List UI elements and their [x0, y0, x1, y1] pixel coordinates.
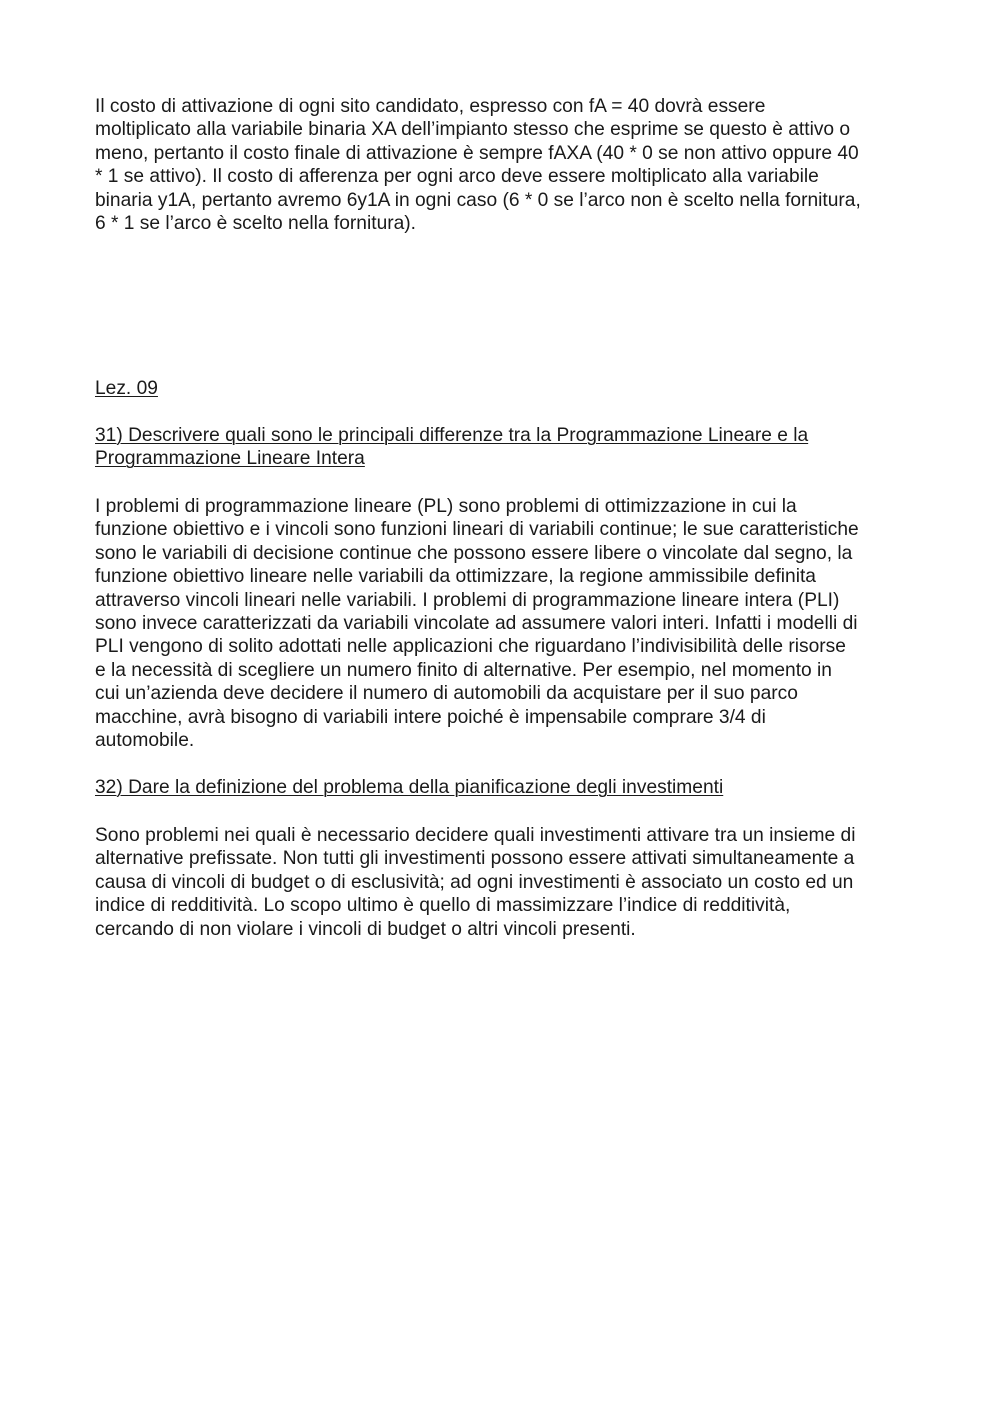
answer-line: cui un’azienda deve decidere il numero di automobili da acquistare per il suo parco	[95, 683, 798, 705]
answer-line: attraverso vincoli lineari nelle variabili. I problemi di programmazione lineare intera (PLI)	[95, 589, 840, 611]
answer-line: cercando di non violare i vincoli di budget o altri vincoli presenti.	[95, 918, 636, 940]
intro-paragraph	[95, 95, 925, 235]
answer-line: e la necessità di scegliere un numero finito di alternative. Per esempio, nel momento in	[95, 659, 832, 681]
answer-line: indice di redditività. Lo scopo ultimo è quello di massimizzare l’indice di redditività,	[95, 895, 791, 917]
question-31-heading-text: 31) Descrivere quali sono le principali differenze tra la Programmazione Lineare e la	[95, 425, 809, 446]
lesson-heading	[95, 377, 925, 400]
answer-line: alternative prefissate. Non tutti gli investimenti possono essere attivati simultaneamente a	[95, 848, 855, 870]
question-32-heading-text: 32) Dare la definizione del problema della pianificazione degli investimenti	[95, 777, 724, 798]
intro-line: * 1 se attivo). Il costo di afferenza per ogni arco deve essere moltiplicato alla variabile	[95, 166, 819, 188]
answer-line: PLI vengono di solito adottati nelle applicazioni che riguardano l’indivisibilità delle risorse	[95, 636, 846, 658]
answer-line: sono le variabili di decisione continue che possono essere libere o vincolate dal segno, la	[95, 542, 853, 564]
intro-line: Il costo di attivazione di ogni sito candidato, espresso con fA = 40 dovrà essere	[95, 96, 766, 117]
answer-line: sono invece caratterizzati da variabili vincolate ad assumere valori interi. Infatti i modelli di	[95, 613, 858, 635]
answer-line: causa di vincoli di budget o di esclusività; ad ogni investimenti è associato un costo ed un	[95, 871, 854, 893]
answer-line: macchine, avrà bisogno di variabili intere poiché è impensabile comprare 3/4 di	[95, 706, 766, 728]
question-31-heading	[95, 424, 925, 471]
question-31-heading-line	[95, 447, 925, 470]
question-32-answer	[95, 824, 925, 941]
intro-line: 6 * 1 se l’arco è scelto nella fornitura).	[95, 213, 417, 235]
question-31-heading-text: Programmazione Lineare Intera	[95, 448, 365, 470]
answer-line: I problemi di programmazione lineare (PL) sono problemi di ottimizzazione in cui la	[95, 496, 797, 517]
question-32-heading	[95, 776, 925, 799]
answer-line: Sono problemi nei quali è necessario decidere quali investimenti attivare tra un insieme di	[95, 825, 856, 846]
question-32-heading-line	[95, 776, 925, 799]
intro-line: moltiplicato alla variabile binaria XA dell’impianto stesso che esprime se questo è attivo o	[95, 119, 851, 141]
question-31-heading-line	[95, 424, 925, 447]
answer-line: funzione obiettivo lineare nelle variabili da ottimizzare, la regione ammissibile definita	[95, 566, 816, 588]
answer-line: funzione obiettivo e i vincoli sono funzioni lineari di variabili continue; le sue caratteristiche	[95, 519, 859, 541]
lesson-heading-text: Lez. 09	[95, 378, 158, 399]
intro-line: meno, pertanto il costo finale di attivazione è sempre fAXA (40 * 0 se non attivo oppure 40	[95, 142, 859, 164]
intro-line: binaria y1A, pertanto avremo 6y1A in ogni caso (6 * 0 se l’arco non è scelto nella fornitura,	[95, 189, 861, 211]
answer-line: automobile.	[95, 730, 195, 752]
question-31-answer	[95, 495, 925, 752]
